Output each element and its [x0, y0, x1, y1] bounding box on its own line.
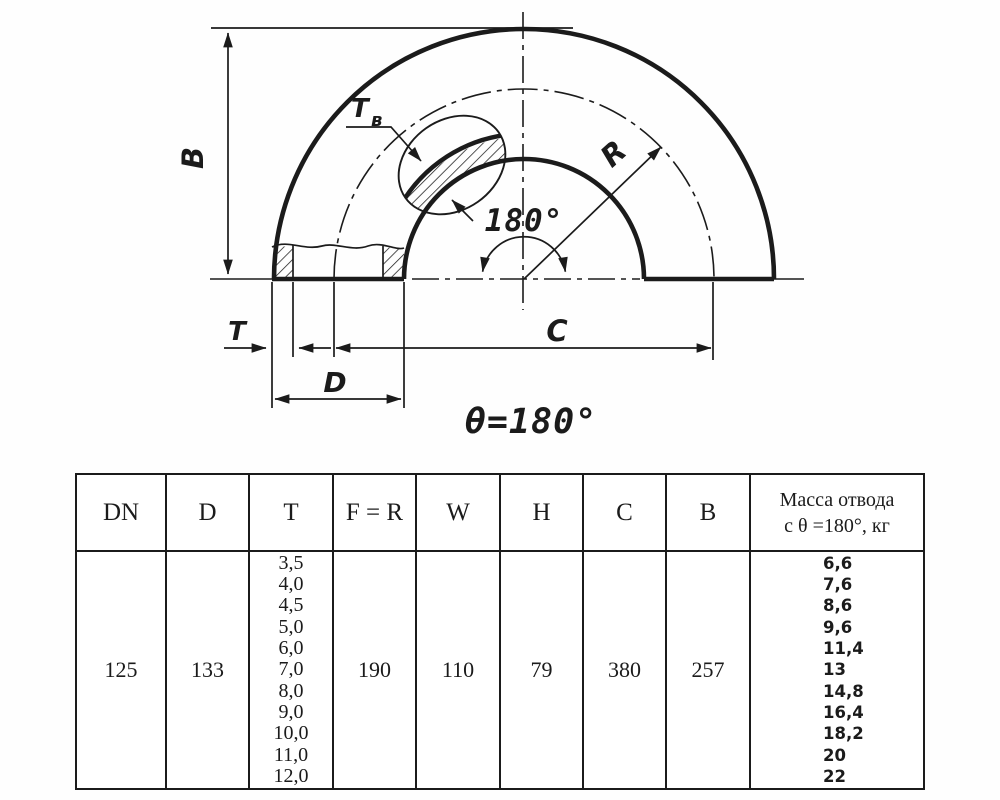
- value-w: 110: [417, 552, 501, 788]
- header-h: [501, 475, 584, 552]
- mass-value: 8,6: [823, 596, 853, 616]
- t-value: 5,0: [278, 615, 304, 638]
- t-value: 3,5: [278, 551, 304, 574]
- value-b: 257: [667, 552, 751, 788]
- mass-value: 16,4: [823, 702, 864, 722]
- angle-dimension-arc: [483, 237, 566, 272]
- header-t-label: T: [283, 498, 299, 526]
- t-value: 9,0: [278, 700, 304, 723]
- value-dn: 125: [77, 552, 167, 788]
- dim-label-r: R: [593, 133, 633, 174]
- header-mass: [751, 475, 923, 552]
- value-t-list: [250, 552, 334, 788]
- dim-label-tb: T: [351, 94, 369, 124]
- mass-value: 20: [823, 745, 846, 765]
- header-h-label: H: [532, 498, 551, 526]
- mass-value: 13: [823, 660, 846, 680]
- t-value: 4,0: [278, 573, 304, 596]
- header-f-r-label: F = R: [345, 498, 404, 526]
- theta-angle-note: θ=180°: [464, 402, 598, 442]
- t-value: 6,0: [278, 637, 304, 660]
- header-w-label: W: [446, 498, 470, 526]
- t-value: 12,0: [273, 764, 309, 787]
- header-f-r: [334, 475, 417, 552]
- header-c-label: C: [616, 498, 633, 526]
- dim-label-c: C: [546, 314, 568, 348]
- value-d: 133: [167, 552, 250, 788]
- header-dn-label: DN: [102, 498, 140, 526]
- angle-value-label: 180°: [484, 203, 564, 239]
- dim-label-tb-subscript: в: [371, 110, 383, 131]
- header-mass-line1: Масса отвода: [779, 488, 895, 511]
- t-value: 10,0: [273, 722, 309, 745]
- value-c: 380: [584, 552, 667, 788]
- mass-value: 11,4: [823, 639, 864, 659]
- mass-value: 7,6: [823, 575, 853, 595]
- dim-label-d: D: [323, 366, 347, 399]
- right-wall-hatch: [383, 247, 404, 278]
- header-b-label: B: [699, 498, 717, 526]
- value-mass-list: [751, 552, 923, 788]
- t-value: 4,5: [278, 594, 304, 617]
- t-value: 11,0: [273, 743, 309, 766]
- header-mass-line2: с θ =180°, кг: [784, 514, 890, 537]
- left-wall-hatch: [273, 246, 293, 278]
- value-f-r: 190: [334, 552, 417, 788]
- header-t: [250, 475, 334, 552]
- header-dn: [77, 475, 167, 552]
- header-b: [667, 475, 751, 552]
- header-d-label: D: [198, 498, 217, 526]
- mass-value: 6,6: [823, 553, 853, 573]
- dimension-spec-table: [75, 473, 925, 790]
- tb-counter-arrow: [452, 200, 473, 221]
- dim-label-t: T: [228, 317, 246, 347]
- value-h: 79: [501, 552, 584, 788]
- t-value: 8,0: [278, 679, 304, 702]
- t-value: 7,0: [278, 658, 304, 681]
- dim-label-b: B: [176, 146, 210, 170]
- mass-value: 18,2: [823, 724, 864, 744]
- mass-value: 9,6: [823, 617, 853, 637]
- header-d: [167, 475, 250, 552]
- header-w: [417, 475, 501, 552]
- mass-value: 22: [823, 766, 846, 786]
- elbow-outer-arc: [274, 29, 774, 279]
- mass-value: 14,8: [823, 681, 864, 701]
- header-c: [584, 475, 667, 552]
